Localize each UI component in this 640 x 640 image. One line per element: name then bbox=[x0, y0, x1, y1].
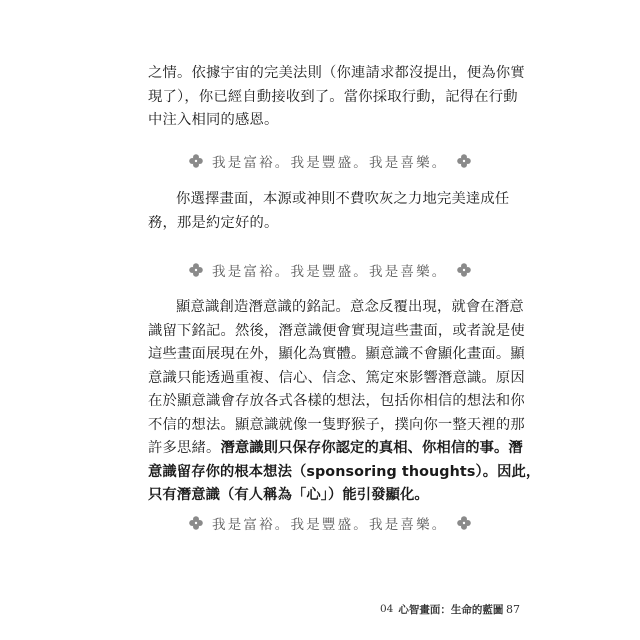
clover-icon bbox=[188, 515, 204, 531]
affirmation-text: 我是富裕。我是豐盛。我是喜樂。 bbox=[212, 517, 448, 533]
page-number: 87 bbox=[506, 602, 520, 616]
clover-icon bbox=[188, 153, 204, 169]
clover-icon bbox=[188, 262, 204, 278]
chapter-number: 04 bbox=[380, 603, 394, 615]
paragraph-line: 顯意識創造潛意識的銘記。意念反覆出現，就會在潛意 bbox=[176, 299, 524, 315]
clover-icon bbox=[456, 153, 472, 169]
affirmation-line-2 bbox=[188, 260, 468, 280]
paragraph-text-regular: 許多思緒。 bbox=[148, 440, 221, 456]
affirmation-text: 我是富裕。我是豐盛。我是喜樂。 bbox=[212, 264, 448, 280]
paragraph-line-mixed bbox=[148, 437, 523, 461]
paragraph-3 bbox=[148, 296, 541, 508]
paragraph-line: 中注入相同的感恩。 bbox=[148, 112, 279, 128]
paragraph-line: 不信的想法。顯意識就像一隻野猴子，撲向你一整天裡的那 bbox=[148, 416, 525, 433]
affirmation-text: 我是富裕。我是豐盛。我是喜樂。 bbox=[212, 155, 448, 171]
paragraph-line: 之情。依據宇宙的完美法則（你連請求都沒提出，便為你實 bbox=[148, 65, 525, 81]
paragraph-line: 在於顯意識會存放各式各樣的想法，包括你相信的想法和你 bbox=[148, 393, 525, 409]
chapter-title: 心智畫面：生命的藍圖 bbox=[398, 603, 504, 616]
paragraph-1 bbox=[148, 62, 525, 133]
paragraph-line: 現了），你已經自動接收到了。當你採取行動，記得在行動 bbox=[148, 88, 518, 105]
paragraph-2 bbox=[148, 188, 510, 235]
paragraph-line: 這些畫面展現在外，顯化為實體。顯意識不會顯化畫面。顯 bbox=[148, 346, 525, 362]
clover-icon bbox=[456, 515, 472, 531]
paragraph-line-bold: 意識留存你的根本想法（sponsoring thoughts）。因此， bbox=[148, 463, 541, 480]
paragraph-line: 識留下銘記。然後，潛意識便會實現這些畫面，或者說是使 bbox=[148, 322, 525, 339]
clover-icon bbox=[456, 262, 472, 278]
paragraph-line: 務，那是約定好的。 bbox=[148, 214, 279, 231]
affirmation-line-1 bbox=[188, 151, 468, 171]
paragraph-line: 你選擇畫面，本源或神則不費吹灰之力地完美達成任 bbox=[176, 191, 510, 207]
paragraph-line: 意識只能透過重複、信心、信念、篤定來影響潛意識。原因 bbox=[148, 369, 525, 386]
affirmation-line-3 bbox=[188, 513, 468, 533]
page-footer bbox=[380, 601, 520, 617]
paragraph-line-bold: 只有潛意識（有人稱為「心」）能引發顯化。 bbox=[148, 487, 429, 503]
paragraph-text-bold: 潛意識則只保存你認定的真相、你相信的事。潛 bbox=[220, 440, 523, 456]
